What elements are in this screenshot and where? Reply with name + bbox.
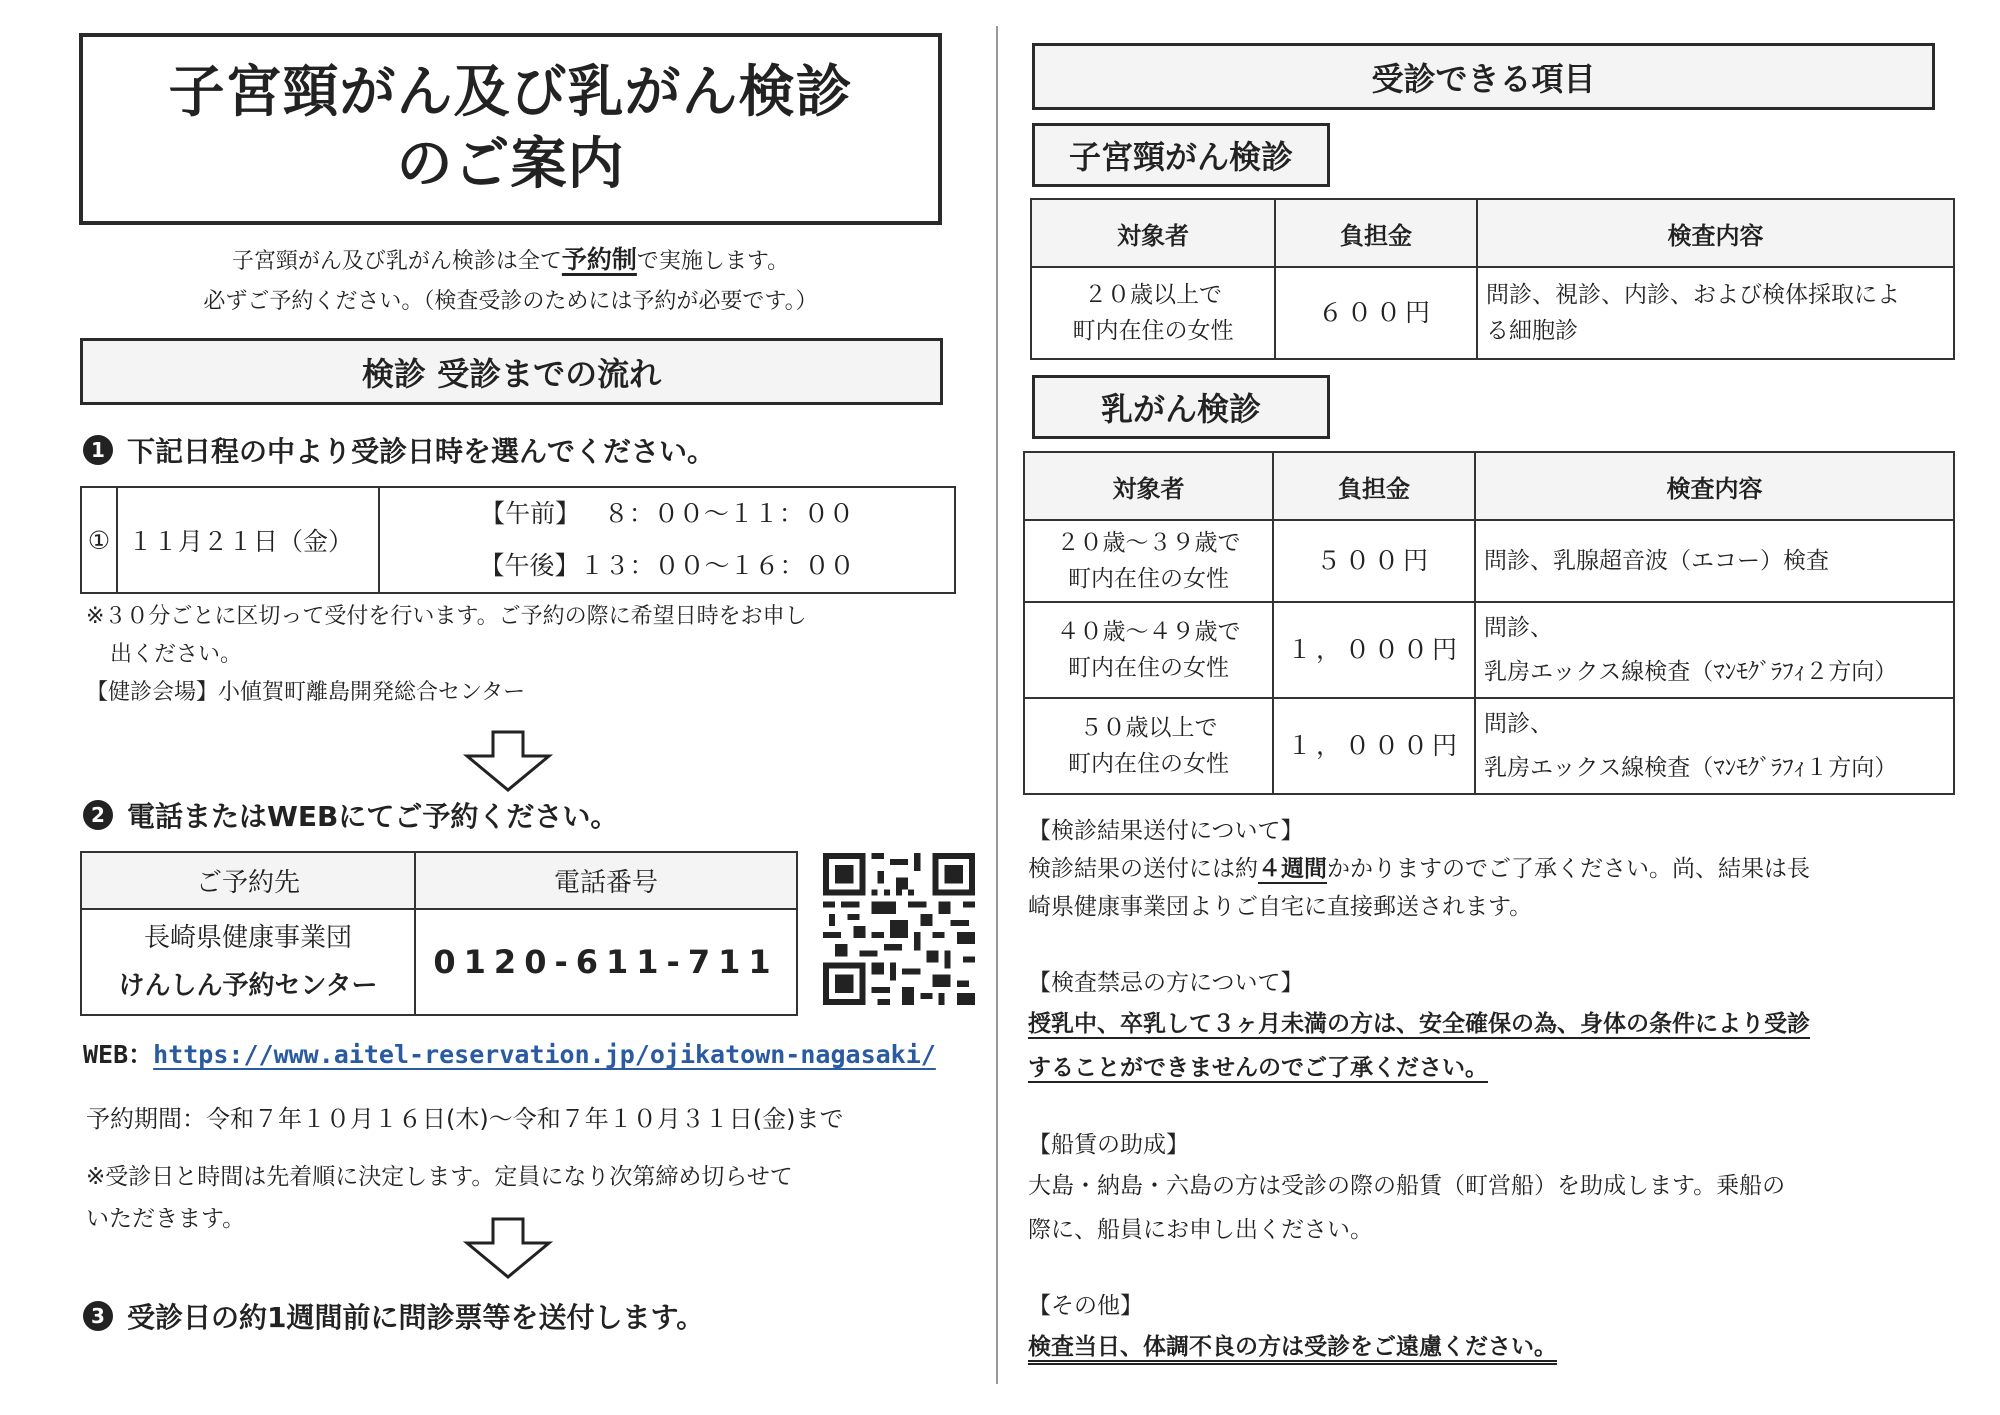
step2-heading [83,795,618,835]
other-label: 【その他】 [1028,1293,1143,1319]
other-text: 検査当日、体調不良の方は受診をご遠慮ください。 [1028,1334,1557,1360]
document-title-box [79,33,942,225]
reservation-url-link[interactable]: https://www.aitel-reservation.jp/ojikatown-nagasaki/ [153,1040,936,1069]
down-arrow-icon [463,730,553,792]
content-line: る細胞診 [1486,318,1578,344]
step1-text: 下記日程の中より受診日時を選んでください。 [127,435,716,468]
flow-section-heading: 検診 受診までの流れ [80,338,943,405]
reservation-period: 予約期間：令和７年１０月１６日(木)～令和７年１０月３１日(金)まで [86,1105,844,1133]
four-weeks-emphasis: ４週間 [1258,856,1327,882]
schedule-date: １１月２１日（金） [117,487,379,593]
contraindication-notice [1028,964,1958,1090]
step2-text: 電話またはWEBにてご予約ください。 [127,800,619,833]
down-arrow-icon [463,1217,553,1279]
contraindication-label: 【検査禁忌の方について】 [1028,970,1304,996]
ferry-notice [1028,1126,1958,1252]
ferry-line2: 際に、船員にお申し出ください。 [1028,1217,1373,1243]
document-title-line1: 子宮頸がん及び乳がん検診 [168,60,853,125]
content-line: 問診、視診、内診、および検体採取によ [1486,282,1900,308]
content-cell [1475,602,1954,698]
results-notice [1028,812,1958,926]
target-cell [1031,267,1275,359]
phone-number[interactable]: 0120-611-711 [433,943,779,981]
contraindication-line1 [1028,1002,1958,1046]
cervical-exam-table [1030,198,1955,360]
step2-number-icon: 2 [83,800,113,830]
contraindication-text: 授乳中、卒乳して３ヶ月未満の方は、安全確保の為、身体の条件により受診 [1028,1011,1810,1037]
phone-cell [415,909,797,1015]
other-notice [1028,1287,1958,1369]
target-residency: 町内在住の女性 [1068,566,1229,592]
results-notice-label: 【検診結果送付について】 [1028,818,1304,844]
exam-items-heading: 受診できる項目 [1032,43,1935,110]
table-row [1024,520,1954,602]
afternoon-slot [380,540,954,592]
reservation-contact-table [80,851,798,1016]
target-cell [1024,698,1273,794]
schedule-index: ① [81,487,117,593]
ferry-label: 【船賃の助成】 [1028,1132,1189,1158]
table-header-row [1024,452,1954,520]
schedule-table [80,486,956,594]
content-cell [1475,698,1954,794]
afternoon-label: 【午後】 [479,551,580,580]
schedule-note-line1: ※３０分ごとに区切って受付を行います。ご予約の際に希望日時をお申し [86,604,807,629]
first-come-note-line2: いただきます。 [86,1206,246,1232]
column-header-target: 対象者 [1031,199,1275,267]
organization-name: 長崎県健康事業団 [143,923,352,953]
cervical-cancer-heading: 子宮頸がん検診 [1032,123,1330,187]
target-age: ５０歳以上で [1079,715,1218,741]
results-notice-line2: 崎県健康事業団よりご自宅に直接郵送されます。 [1028,894,1533,920]
intro-line1 [79,238,942,284]
intro-text: 子宮頸がん及び乳がん検診は全て [231,249,562,274]
target-residency: 町内在住の女性 [1068,751,1229,777]
step3-number-icon: 3 [83,1301,113,1331]
target-age: ２０歳～３９歳で [1056,530,1241,556]
results-text: 検診結果の送付には約 [1028,856,1258,882]
fee-cell: １，０００円 [1273,602,1475,698]
qr-code-icon[interactable] [823,853,975,1005]
step1-heading [83,430,715,470]
column-divider [996,26,998,1384]
target-residency: 町内在住の女性 [1072,318,1234,344]
schedule-times [379,487,955,593]
column-header-phone: 電話番号 [415,852,797,909]
afternoon-time: １３：００～１６：００ [579,551,855,580]
intro-text: で実施します。 [636,249,790,274]
venue-text: 【健診会場】小値賀町離島開発総合センター [86,680,526,705]
content-cell [1477,267,1954,359]
ferry-line1: 大島・納島・六島の方は受診の際の船賃（町営船）を助成します。乗船の [1028,1173,1786,1199]
breast-exam-table [1023,451,1955,795]
table-row [1031,267,1954,359]
content-line: 問診、 [1484,615,1553,641]
column-header-contact: ご予約先 [81,852,415,909]
column-header-content: 検査内容 [1477,199,1954,267]
table-row [1024,698,1954,794]
target-age: ２０歳以上で [1084,282,1222,308]
document-title-line2: のご案内 [396,132,625,197]
step3-text: 受診日の約1週間前に問診票等を送付します。 [127,1301,705,1334]
step1-number-icon: 1 [83,435,113,465]
target-residency: 町内在住の女性 [1068,655,1229,681]
table-row [81,909,797,1015]
table-header-row [1031,199,1954,267]
content-cell: 問診、乳腺超音波（エコー）検査 [1475,520,1954,602]
morning-label: 【午前】 [480,499,581,528]
contact-organization [81,909,415,1015]
table-row [1024,602,1954,698]
target-cell [1024,520,1273,602]
breast-cancer-heading: 乳がん検診 [1032,375,1330,439]
column-header-fee: 負担金 [1275,199,1477,267]
results-notice-line1 [1028,850,1958,888]
step3-heading [83,1296,704,1336]
reservation-center-name: けんしん予約センター [118,971,378,1001]
contraindication-text: することができませんのでご了承ください。 [1028,1055,1488,1081]
fee-cell: １，０００円 [1273,698,1475,794]
table-row [81,487,955,593]
intro-line2: 必ずご予約ください。（検査受診のためには予約が必要です。） [203,289,818,314]
results-text: かかりますのでご了承ください。尚、結果は長 [1327,856,1810,882]
column-header-target: 対象者 [1024,452,1273,520]
content-line: 乳房エックス線検査（ﾏﾝﾓｸﾞﾗﾌｨ２方向） [1484,659,1898,685]
fee-cell: ５００円 [1273,520,1475,602]
web-label: WEB： [83,1040,154,1069]
web-reservation-line [83,1035,936,1071]
morning-time: ８：００～１１：００ [603,499,854,528]
reservation-required-emphasis: 予約制 [561,245,637,274]
first-come-note-line1: ※受診日と時間は先着順に決定します。定員になり次第締め切らせて [86,1164,793,1190]
target-age: ４０歳～４９歳で [1056,619,1241,645]
other-line1 [1028,1325,1958,1369]
schedule-note-line2: 出ください。 [110,642,243,667]
contraindication-line2 [1028,1046,1958,1090]
column-header-fee: 負担金 [1273,452,1475,520]
column-header-content: 検査内容 [1475,452,1954,520]
content-line: 乳房エックス線検査（ﾏﾝﾓｸﾞﾗﾌｨ１方向） [1484,755,1898,781]
table-header-row [81,852,797,909]
morning-slot [380,488,954,540]
content-line: 問診、 [1484,711,1553,737]
target-cell [1024,602,1273,698]
fee-cell: ６００円 [1275,267,1477,359]
